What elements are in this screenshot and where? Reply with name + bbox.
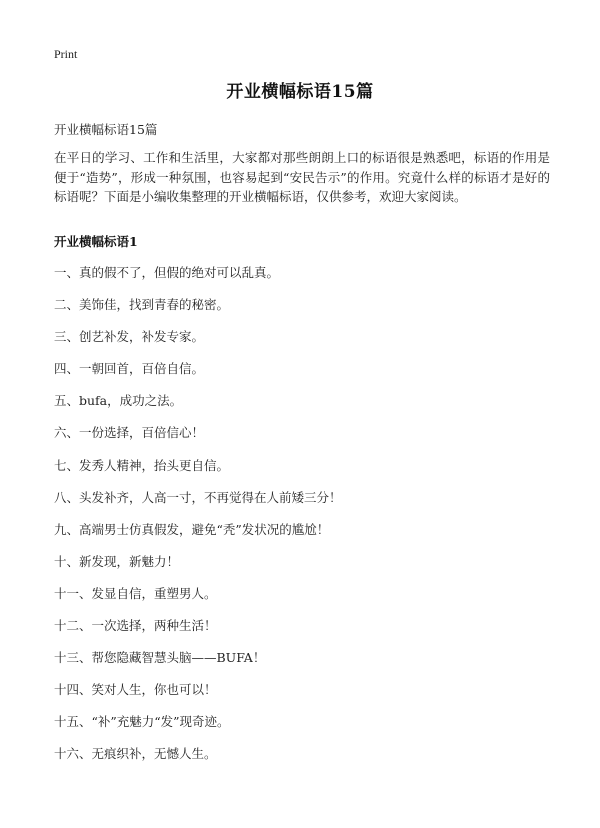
slogan-item: 六、一份选择，百倍信心！ (54, 425, 205, 441)
slogan-item: 十一、发显自信，重塑男人。 (54, 585, 217, 601)
slogan-item: 九、高端男士仿真假发，避免“秃”发状况的尴尬！ (54, 521, 330, 537)
slogan-item: 十二、一次选择，两种生活！ (54, 618, 217, 634)
page-title: 开业横幅标语15篇 (226, 82, 374, 102)
section-heading: 开业横幅标语1 (54, 234, 138, 249)
slogan-item: 十六、无痕织补，无憾人生。 (54, 746, 217, 762)
slogan-item: 十三、帮您隐藏智慧头脑——BUFA！ (54, 650, 266, 666)
slogan-item: 二、美饰佳，找到青春的秘密。 (54, 297, 230, 313)
document-subtitle: 开业横幅标语15篇 (54, 122, 158, 137)
print-link[interactable]: Print (54, 47, 78, 61)
intro-paragraph: 在平日的学习、工作和生活里，大家都对那些朗朗上口的标语很是熟悉吧，标语的作用是便于“造势”，形成一种氛围，也容易起到“安民告示”的作用。究竟什么样的标语才是好的标语呢？下面是小编收集整理的开业横幅标语，仅供参考，欢迎大家阅读。 (54, 150, 550, 204)
slogan-item: 十、新发现，新魅力！ (54, 553, 180, 569)
slogan-item: 七、发秀人精神，抬头更自信。 (54, 457, 230, 473)
slogan-item: 十五、“补”充魅力“发”现奇迹。 (54, 714, 230, 730)
slogan-list (54, 264, 554, 778)
slogan-item: 八、头发补齐，人高一寸，不再觉得在人前矮三分！ (54, 489, 342, 505)
slogan-item: 三、创艺补发，补发专家。 (54, 329, 205, 345)
slogan-item: 十四、笑对人生，你也可以！ (54, 682, 217, 698)
slogan-item: 四、一朝回首，百倍自信。 (54, 361, 205, 377)
slogan-item: 五、bufa，成功之法。 (54, 393, 183, 409)
slogan-item: 一、真的假不了，但假的绝对可以乱真。 (54, 265, 280, 280)
